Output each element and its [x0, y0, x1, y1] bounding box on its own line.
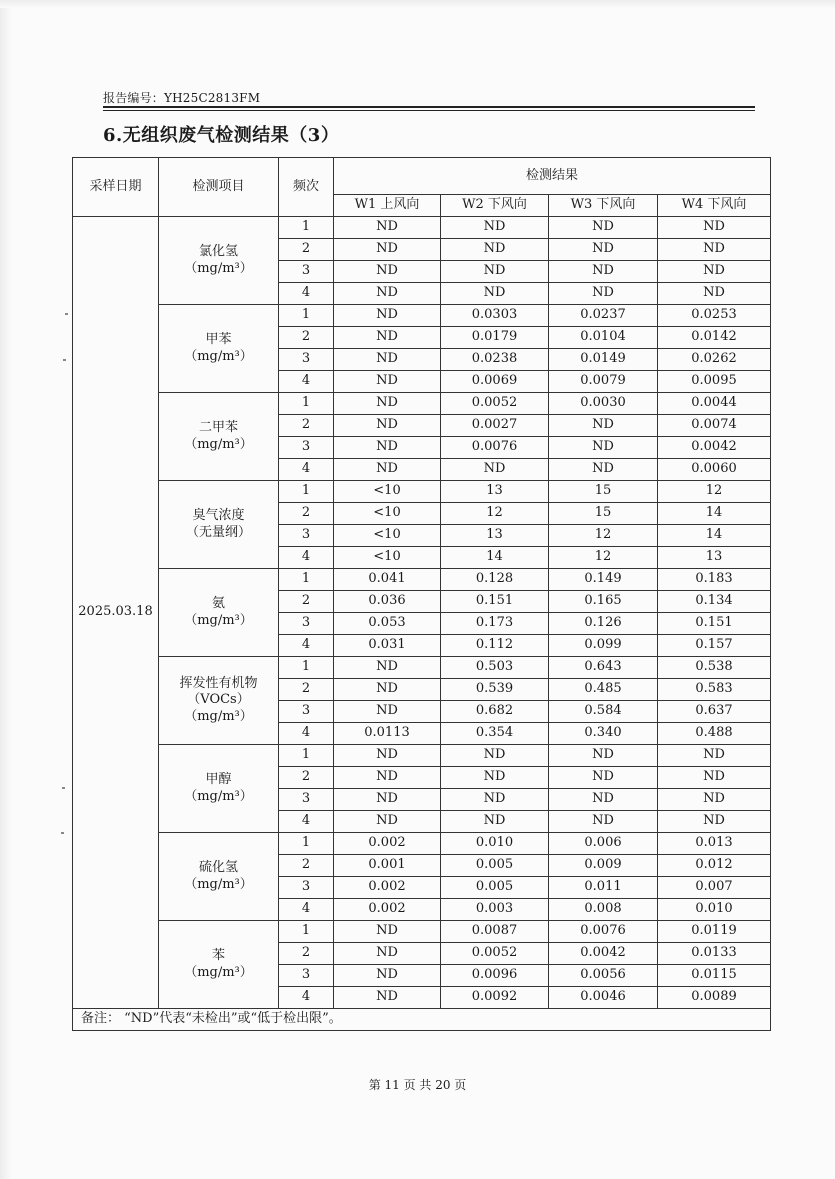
frequency-cell: 2: [279, 943, 334, 965]
result-cell-w2: 0.005: [441, 855, 549, 877]
frequency-cell: 4: [279, 547, 334, 569]
frequency-cell: 2: [279, 767, 334, 789]
test-item: [159, 569, 279, 657]
result-cell-w2: 0.0238: [441, 349, 549, 371]
result-cell-w4: 0.0074: [658, 415, 771, 437]
result-cell-w4: 0.488: [658, 723, 771, 745]
result-cell-w1: ND: [334, 305, 441, 327]
result-cell-w2: 13: [441, 525, 549, 547]
result-cell-w1: ND: [334, 987, 441, 1009]
result-cell-w3: 0.0046: [549, 987, 658, 1009]
table-row: [73, 217, 771, 239]
frequency-cell: 1: [279, 657, 334, 679]
result-cell-w2: 0.173: [441, 613, 549, 635]
frequency-cell: 1: [279, 833, 334, 855]
table-row: [73, 393, 771, 415]
result-cell-w3: 0.0149: [549, 349, 658, 371]
result-cell-w2: 0.539: [441, 679, 549, 701]
result-cell-w1: ND: [334, 283, 441, 305]
table-note: 备注： “ND”代表“未检出”或“低于检出限”。: [73, 1009, 771, 1031]
result-cell-w2: 12: [441, 503, 549, 525]
result-cell-w3: 0.008: [549, 899, 658, 921]
frequency-cell: 4: [279, 371, 334, 393]
header-point-w4: W4 下风向: [658, 195, 771, 217]
result-cell-w1: <10: [334, 503, 441, 525]
scan-shadow-top: [0, 0, 835, 8]
result-cell-w3: 15: [549, 503, 658, 525]
result-cell-w1: ND: [334, 371, 441, 393]
result-cell-w1: 0.041: [334, 569, 441, 591]
report-number: 报告编号：YH25C2813FM: [103, 91, 261, 105]
result-cell-w3: 15: [549, 481, 658, 503]
frequency-cell: 2: [279, 415, 334, 437]
table-row: [73, 657, 771, 679]
table-row: [73, 745, 771, 767]
result-cell-w4: 0.134: [658, 591, 771, 613]
result-cell-w1: 0.001: [334, 855, 441, 877]
result-cell-w2: 0.0027: [441, 415, 549, 437]
test-item: [159, 921, 279, 1009]
result-cell-w3: 0.0056: [549, 965, 658, 987]
result-cell-w4: 0.007: [658, 877, 771, 899]
result-cell-w3: ND: [549, 415, 658, 437]
result-cell-w2: ND: [441, 261, 549, 283]
test-item-unit: （无量纲）: [185, 524, 251, 540]
result-cell-w1: ND: [334, 327, 441, 349]
result-cell-w1: ND: [334, 965, 441, 987]
result-cell-w1: ND: [334, 261, 441, 283]
test-item-unit: （mg/m³）: [184, 876, 253, 892]
result-cell-w3: ND: [549, 217, 658, 239]
test-item-name: 挥发性有机物: [179, 676, 258, 692]
result-cell-w3: 0.099: [549, 635, 658, 657]
result-cell-w4: 0.0060: [658, 459, 771, 481]
result-cell-w4: 14: [658, 525, 771, 547]
result-cell-w1: 0.002: [334, 899, 441, 921]
result-cell-w4: 0.151: [658, 613, 771, 635]
result-cell-w4: ND: [658, 217, 771, 239]
result-cell-w2: 0.0069: [441, 371, 549, 393]
result-cell-w1: ND: [334, 239, 441, 261]
result-cell-w1: ND: [334, 811, 441, 833]
result-cell-w3: 0.165: [549, 591, 658, 613]
page-footer: 第 11 页 共 20 页: [368, 1078, 467, 1092]
frequency-cell: 2: [279, 239, 334, 261]
result-cell-w1: 0.002: [334, 877, 441, 899]
header-point-w2: W2 下风向: [441, 195, 549, 217]
frequency-cell: 4: [279, 987, 334, 1009]
result-cell-w2: ND: [441, 283, 549, 305]
sampling-date: 2025.03.18: [73, 217, 159, 1009]
result-cell-w1: ND: [334, 349, 441, 371]
table-row: [73, 481, 771, 503]
result-cell-w3: 12: [549, 547, 658, 569]
frequency-cell: 3: [279, 877, 334, 899]
result-cell-w3: 0.126: [549, 613, 658, 635]
result-cell-w2: ND: [441, 239, 549, 261]
frequency-cell: 4: [279, 899, 334, 921]
frequency-cell: 3: [279, 965, 334, 987]
result-cell-w4: 0.0115: [658, 965, 771, 987]
header-sampling-date: 采样日期: [73, 158, 159, 217]
test-item-name: 甲醇: [205, 772, 232, 788]
test-item-name: 硫化氢: [198, 860, 238, 876]
results-table: [72, 157, 771, 1031]
result-cell-w3: 0.0076: [549, 921, 658, 943]
frequency-cell: 1: [279, 393, 334, 415]
frequency-cell: 3: [279, 525, 334, 547]
header-point-w1: W1 上风向: [334, 195, 441, 217]
frequency-cell: 3: [279, 701, 334, 723]
result-cell-w2: ND: [441, 745, 549, 767]
note-row: [73, 1009, 771, 1031]
result-cell-w4: 0.0095: [658, 371, 771, 393]
result-cell-w4: ND: [658, 767, 771, 789]
frequency-cell: 3: [279, 437, 334, 459]
frequency-cell: 2: [279, 327, 334, 349]
result-cell-w1: ND: [334, 679, 441, 701]
header-rule-thin: [103, 110, 755, 111]
result-cell-w1: ND: [334, 217, 441, 239]
result-cell-w2: 0.354: [441, 723, 549, 745]
result-cell-w3: 12: [549, 525, 658, 547]
result-cell-w2: ND: [441, 217, 549, 239]
result-cell-w4: 0.0142: [658, 327, 771, 349]
margin-speck: [65, 313, 68, 315]
test-item-unit: （mg/m³）: [184, 788, 253, 804]
frequency-cell: 4: [279, 459, 334, 481]
result-cell-w3: ND: [549, 767, 658, 789]
result-cell-w2: 0.112: [441, 635, 549, 657]
frequency-cell: 3: [279, 789, 334, 811]
result-cell-w3: ND: [549, 239, 658, 261]
result-cell-w4: ND: [658, 789, 771, 811]
result-cell-w2: 0.0076: [441, 437, 549, 459]
test-item-unit: （mg/m³）: [184, 260, 253, 276]
result-cell-w1: 0.031: [334, 635, 441, 657]
result-cell-w4: 14: [658, 503, 771, 525]
result-cell-w4: 0.0253: [658, 305, 771, 327]
frequency-cell: 4: [279, 635, 334, 657]
frequency-cell: 2: [279, 855, 334, 877]
margin-speck: [61, 832, 64, 834]
result-cell-w1: <10: [334, 481, 441, 503]
result-cell-w4: ND: [658, 239, 771, 261]
result-cell-w3: 0.006: [549, 833, 658, 855]
test-item-unit: （mg/m³）: [184, 436, 253, 452]
test-item: [159, 657, 279, 745]
result-cell-w1: ND: [334, 657, 441, 679]
result-cell-w2: 0.503: [441, 657, 549, 679]
result-cell-w4: 0.012: [658, 855, 771, 877]
frequency-cell: 4: [279, 723, 334, 745]
result-cell-w4: 0.010: [658, 899, 771, 921]
result-cell-w3: 0.340: [549, 723, 658, 745]
frequency-cell: 2: [279, 679, 334, 701]
result-cell-w4: 0.0042: [658, 437, 771, 459]
test-item-unit: （mg/m³）: [184, 612, 253, 628]
result-cell-w2: ND: [441, 811, 549, 833]
result-cell-w3: 0.011: [549, 877, 658, 899]
result-cell-w1: ND: [334, 745, 441, 767]
test-item-name: 臭气浓度: [192, 508, 245, 524]
result-cell-w3: 0.0237: [549, 305, 658, 327]
result-cell-w4: ND: [658, 283, 771, 305]
result-cell-w1: ND: [334, 393, 441, 415]
test-item-unit: （mg/m³）: [184, 708, 253, 724]
frequency-cell: 3: [279, 613, 334, 635]
result-cell-w3: 0.009: [549, 855, 658, 877]
result-cell-w3: ND: [549, 283, 658, 305]
test-item-unit: （mg/m³）: [184, 348, 253, 364]
frequency-cell: 1: [279, 921, 334, 943]
result-cell-w4: 0.157: [658, 635, 771, 657]
result-cell-w2: 0.0052: [441, 943, 549, 965]
test-item-name: 苯: [211, 948, 225, 964]
test-item: [159, 833, 279, 921]
table-row: [73, 833, 771, 855]
result-cell-w2: 13: [441, 481, 549, 503]
result-cell-w2: 14: [441, 547, 549, 569]
result-cell-w1: 0.0113: [334, 723, 441, 745]
frequency-cell: 4: [279, 811, 334, 833]
result-cell-w4: ND: [658, 261, 771, 283]
result-cell-w3: ND: [549, 437, 658, 459]
test-item-name: 氯化氢: [198, 244, 238, 260]
result-cell-w4: 0.013: [658, 833, 771, 855]
result-cell-w4: 0.0262: [658, 349, 771, 371]
table-row: [73, 305, 771, 327]
result-cell-w1: <10: [334, 547, 441, 569]
result-cell-w2: 0.0087: [441, 921, 549, 943]
result-cell-w3: 0.485: [549, 679, 658, 701]
result-cell-w1: ND: [334, 921, 441, 943]
result-cell-w4: 0.0089: [658, 987, 771, 1009]
test-item-name: 氨: [211, 596, 225, 612]
result-cell-w1: ND: [334, 943, 441, 965]
result-cell-w1: 0.036: [334, 591, 441, 613]
result-cell-w1: <10: [334, 525, 441, 547]
frequency-cell: 2: [279, 591, 334, 613]
table-row: [73, 921, 771, 943]
result-cell-w1: ND: [334, 701, 441, 723]
test-item-unit: （mg/m³）: [184, 964, 253, 980]
result-cell-w2: 0.0303: [441, 305, 549, 327]
frequency-cell: 1: [279, 569, 334, 591]
result-cell-w4: 0.0133: [658, 943, 771, 965]
test-item: [159, 217, 279, 305]
result-cell-w2: 0.128: [441, 569, 549, 591]
result-cell-w1: ND: [334, 415, 441, 437]
test-item: [159, 481, 279, 569]
result-cell-w2: 0.003: [441, 899, 549, 921]
result-cell-w1: 0.053: [334, 613, 441, 635]
result-cell-w2: 0.0179: [441, 327, 549, 349]
frequency-cell: 1: [279, 481, 334, 503]
frequency-cell: 1: [279, 305, 334, 327]
result-cell-w4: 0.0119: [658, 921, 771, 943]
result-cell-w2: 0.0092: [441, 987, 549, 1009]
result-cell-w4: ND: [658, 811, 771, 833]
result-cell-w2: 0.010: [441, 833, 549, 855]
result-cell-w3: 0.0104: [549, 327, 658, 349]
margin-speck: [63, 359, 66, 361]
scan-shadow-left: [0, 0, 12, 1179]
result-cell-w4: 0.0044: [658, 393, 771, 415]
table-row: [73, 569, 771, 591]
test-item-name-extra: （VOCs）: [187, 692, 250, 708]
frequency-cell: 1: [279, 745, 334, 767]
test-item-name: 甲苯: [205, 332, 232, 348]
result-cell-w2: 0.005: [441, 877, 549, 899]
result-cell-w3: ND: [549, 745, 658, 767]
result-cell-w2: ND: [441, 767, 549, 789]
test-item: [159, 745, 279, 833]
result-cell-w4: 0.538: [658, 657, 771, 679]
frequency-cell: 3: [279, 261, 334, 283]
result-cell-w4: 13: [658, 547, 771, 569]
result-cell-w4: 0.637: [658, 701, 771, 723]
result-cell-w2: 0.151: [441, 591, 549, 613]
result-cell-w3: 0.0079: [549, 371, 658, 393]
result-cell-w4: 0.183: [658, 569, 771, 591]
result-cell-w2: ND: [441, 459, 549, 481]
result-cell-w3: 0.149: [549, 569, 658, 591]
result-cell-w3: 0.0042: [549, 943, 658, 965]
frequency-cell: 3: [279, 349, 334, 371]
result-cell-w1: ND: [334, 789, 441, 811]
margin-speck: [62, 787, 65, 789]
header-frequency: 频次: [279, 158, 334, 217]
test-item: [159, 393, 279, 481]
header-point-w3: W3 下风向: [549, 195, 658, 217]
frequency-cell: 2: [279, 503, 334, 525]
result-cell-w1: ND: [334, 437, 441, 459]
result-cell-w3: 0.0030: [549, 393, 658, 415]
header-test-item: 检测项目: [159, 158, 279, 217]
result-cell-w4: 12: [658, 481, 771, 503]
result-cell-w3: ND: [549, 789, 658, 811]
result-cell-w1: 0.002: [334, 833, 441, 855]
section-title: 6.无组织废气检测结果（3）: [103, 125, 340, 146]
result-cell-w2: 0.682: [441, 701, 549, 723]
result-cell-w3: ND: [549, 261, 658, 283]
result-cell-w3: 0.643: [549, 657, 658, 679]
result-cell-w4: ND: [658, 745, 771, 767]
result-cell-w2: ND: [441, 789, 549, 811]
header-rule-thick: [103, 106, 755, 108]
result-cell-w3: ND: [549, 811, 658, 833]
header-results: 检测结果: [334, 158, 771, 195]
result-cell-w2: 0.0096: [441, 965, 549, 987]
frequency-cell: 4: [279, 283, 334, 305]
result-cell-w3: 0.584: [549, 701, 658, 723]
result-cell-w2: 0.0052: [441, 393, 549, 415]
result-cell-w1: ND: [334, 767, 441, 789]
result-cell-w1: ND: [334, 459, 441, 481]
test-item-name: 二甲苯: [198, 420, 238, 436]
test-item: [159, 305, 279, 393]
frequency-cell: 1: [279, 217, 334, 239]
result-cell-w4: 0.583: [658, 679, 771, 701]
result-cell-w3: ND: [549, 459, 658, 481]
